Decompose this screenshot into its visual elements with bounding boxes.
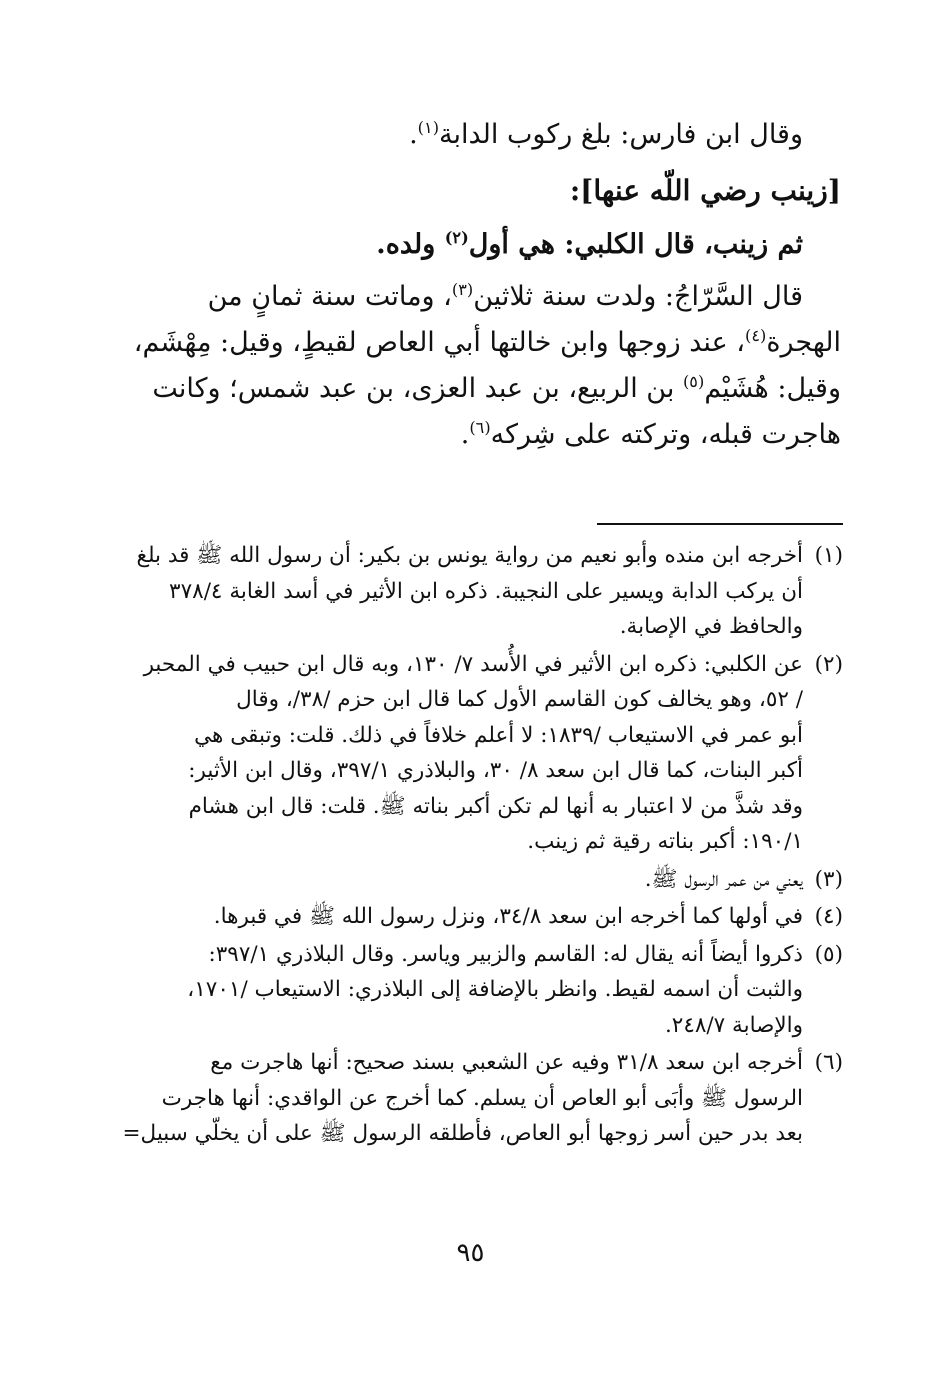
- footnote-number: (٦): [814, 1050, 843, 1075]
- text-span: ، عند زوجها وابن خالتها أبي العاص لقيطٍ، وقيل: مِهْشَم،: [133, 327, 745, 358]
- footnotes: [97, 538, 843, 1154]
- footnote-text: في أولها كما أخرجه ابن سعد ٣٤/٨، ونزل رسول الله ﷺ في قبرها.: [213, 904, 803, 929]
- footnote: [97, 647, 843, 860]
- text-span: وقيل: هُشَيْم: [704, 373, 841, 404]
- footnote-line: ١٩٠/١: أكبر بناته رقية ثم زينب.: [527, 829, 803, 854]
- footnote-ref: (١): [417, 118, 440, 137]
- footnote: [97, 862, 843, 898]
- footnote-ref: (٢): [444, 228, 469, 247]
- text-span: ولده.: [376, 229, 436, 260]
- footnote-line: أبو عمر في الاستيعاب /١٨٣٩: لا أعلم خلافاً في ذلك. قلت: وتبقى هي: [194, 722, 803, 748]
- text-line: [99, 412, 841, 458]
- footnote-line: [97, 862, 843, 898]
- text-line: [99, 320, 841, 366]
- footnote-number: (٢): [814, 651, 843, 677]
- footnote-line: / ٥٢، وهو يخالف كون القاسم الأول كما قال ابن حزم /٣٨/، وقال: [236, 687, 803, 712]
- footnote-line: [97, 1045, 843, 1081]
- text-span: .: [460, 419, 470, 450]
- footnote: [97, 899, 843, 935]
- footnote-line: أكبر البنات، كما قال ابن سعد ٨/ ٣٠، والبلاذري ٣٩٧/١، وقال ابن الأثير:: [188, 758, 803, 783]
- main-text: [99, 112, 841, 458]
- footnote: [97, 937, 843, 1044]
- footnote-line: والثبت أن اسمه لقيط. وانظر بالإضافة إلى البلاذري: الاستيعاب /١٧٠١،: [187, 977, 803, 1002]
- page-number: ٩٥: [456, 1238, 485, 1268]
- text-line: [99, 222, 841, 268]
- text-span: ثم زينب، قال الكلبي: هي أول: [468, 229, 803, 260]
- text-span: قال السَّرّاجُ: ولدت سنة ثلاثين: [473, 281, 803, 312]
- footnote-line: [97, 899, 843, 935]
- footnote-ref: (٤): [744, 326, 767, 345]
- footnote-ref: (٦): [469, 418, 491, 437]
- footnote-number: (٥): [814, 941, 843, 967]
- footnote-line: والحافظ في الإصابة.: [619, 614, 803, 639]
- text-line: [99, 274, 841, 320]
- footnote-text: عن الكلبي: ذكره ابن الأثير في الأُسد ٧/ ١٣٠، وبه قال ابن حبيب في المحبر: [143, 651, 803, 677]
- footnote-number: (٣): [814, 866, 843, 892]
- footnote: [97, 538, 843, 645]
- text-span: هاجرت قبله، وتركته على شِركه: [490, 419, 841, 450]
- footnote-line: الرسول ﷺ وأبَى أبو العاص أن يسلم. كما أخرج عن الواقدي: أنها هاجرت: [161, 1085, 803, 1111]
- footnote-line: [97, 647, 843, 683]
- text-span: بن الربيع، بن عبد العزى، بن عبد شمس؛ وكانت: [152, 373, 675, 404]
- footnote: [97, 1045, 843, 1152]
- text-span: وقال ابن فارس: بلغ ركوب الدابة: [439, 119, 803, 150]
- text-line: وقال ابن فارس: بلغ ركوب الدابة$^{(١)}$.: [409, 118, 803, 150]
- footnote-number: (٤): [814, 904, 843, 929]
- footnote-divider: [597, 523, 843, 525]
- footnote-ref: (٣): [451, 280, 474, 299]
- footnote-line: وقد شذَّ من لا اعتبار به أنها لم تكن أكبر بناته ﷺ. قلت: قال ابن هشام: [188, 793, 803, 819]
- footnote-line: [97, 538, 843, 574]
- footnote-text: ذكروا أيضاً أنه يقال له: القاسم والزبير وياسر. وقال البلاذري ٣٩٧/١:: [208, 941, 803, 967]
- text-span: ، وماتت سنة ثمانٍ من: [207, 281, 452, 312]
- text-span: الهجرة: [766, 327, 841, 358]
- footnote-line: والإصابة ٢٤٨/٧.: [664, 1012, 803, 1038]
- footnote-line: أن يركب الدابة ويسير على النجيبة. ذكره ابن الأثير في أسد الغابة ٣٧٨/٤: [169, 578, 803, 604]
- footnote-text: يعني من عمر الرسول ﷺ.: [644, 866, 803, 892]
- paragraph: [99, 274, 841, 458]
- footnote-text: أخرجه ابن منده وأبو نعيم من رواية يونس بن بكير: أن رسول الله ﷺ قد بلغ: [136, 543, 803, 568]
- section-heading: [زينب رضي اللّه عنها]:: [569, 174, 841, 207]
- text-line: [99, 366, 841, 412]
- footnote-line: بعد بدر حين أسر زوجها أبو العاص، فأطلقه الرسول ﷺ على أن يخلّي سبيل=: [122, 1121, 803, 1146]
- footnote-line: [97, 937, 843, 973]
- footnote-text: أخرجه ابن سعد ٣١/٨ وفيه عن الشعبي بسند صحيح: أنها هاجرت مع: [210, 1050, 803, 1075]
- footnote-ref: (٥): [682, 372, 705, 391]
- footnote-number: (١): [814, 543, 843, 568]
